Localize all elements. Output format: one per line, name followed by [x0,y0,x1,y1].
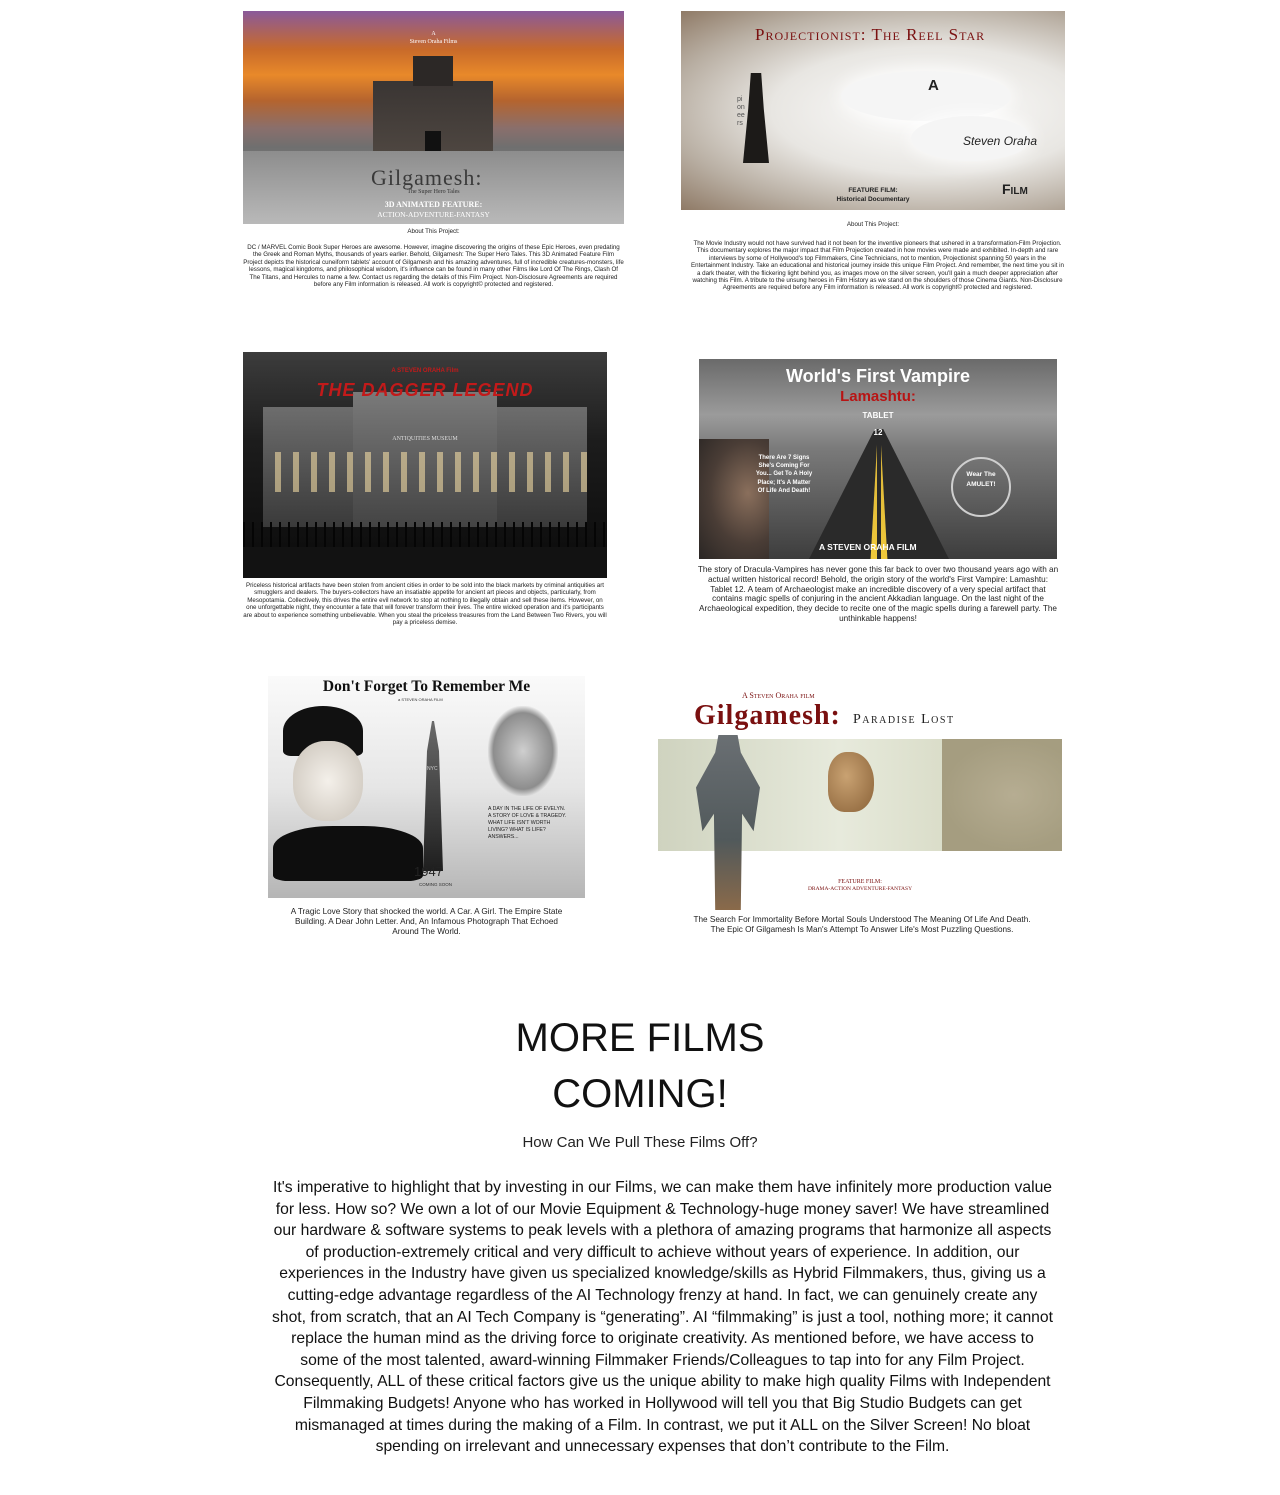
ghost-face-image [942,739,1062,851]
amulet-text-2: AMULET! [966,481,996,488]
poster-title: Don't Forget To Remember Me [322,678,531,695]
poster-a: A [928,77,939,94]
poster-genre: ACTION-ADVENTURE-FANTASY [377,210,490,219]
poster-title: World's First Vampire [786,366,970,386]
more-films-heading-line2: COMING! [552,1072,728,1116]
road-divider [877,429,881,559]
project-description: The Search For Immortality Before Mortal Souls Understood The Meaning Of Life And Death. The Epic Of Gilgamesh Is Man's Attempt To Answer Life's Most Puzzling Questions. [693,915,1031,934]
poster-tablet: TABLET [862,411,894,420]
more-films-heading-line1: MORE FILMS [515,1016,765,1060]
poster-credit-a: A [431,31,436,37]
poster-coming-soon: COMING SOON [419,882,453,887]
cloud [841,71,1011,121]
poster-title: Gilgamesh: [371,165,483,190]
dagger-legend-poster [243,352,607,578]
poster-credit: A Steven Oraha film [742,691,815,700]
more-films-paragraph: It's imperative to highlight that by investing in our Films, we can make them have infinitely more production value for less. How so? We own a lot of our Movie Equipment & Technology-huge money saver! We have streamlined our hardware & software systems to peak levels with a plethora of amazing programs that harmonize all aspects of production-extremely critical and very difficult to achieve without years of experience. In addition, our experiences in the Industry have given us specialized knowledge/skills as Hybrid Filmmakers, thus, giving us a cutting-edge advantage regardless of the AI Technology frenzy at hand. In fact, we can genuinely create any shot, from scratch, that an AI Tech Company is “generating”. AI “filmmaking” is just a tool, nothing more; it cannot replace the human mind as the driving force to originate creativity. As mentioned before, we have access to some of the most talented, award-winning Filmmaker Friends/Colleagues to tap into for any Film Project. Consequently, ALL of these critical factors give us the unique ability to make high quality Films with Independent Filmmaking Budgets! Anyone who has worked in Hollywood will tell you that Big Studio Budgets can get mismanaged at times during the making of a Film. In contrast, we put it ALL on the Silver Screen! No bloat spending on irrelevant and unnecessary expenses that don’t contribute to the Film. [272,1179,1053,1456]
poster-title: Projectionist: The Reel Star [755,25,986,44]
about-label: About This Project: [846,221,900,228]
poster-tagline: A DAY IN THE LIFE OF EVELYN. A STORY OF LOVE & TRAGEDY. WHAT LIFE ISN'T WORTH LIVING? WHAT IS LIFE? ANSWERS... [488,806,567,840]
poster-subtitle: The Super Hero Tales [407,189,460,195]
poster-year: 1947 [414,864,443,879]
poster-name: Steven Oraha [963,134,1038,148]
museum-sign: ANTIQUITIES MUSEUM [392,436,458,442]
poster-credit: A STEVEN ORAHA Film [391,368,459,374]
project-description: The story of Dracula-Vampires has never gone this far back to over two thousand years ago with an actual written historical record! Behold, the origin story of the world's First Vampire: Lamashtu: Tablet 12. A team of Archaeologist make an incredible discovery of a very special artifact that contains magic spells of conjuring in the ancient Akkadian language. On the last night of the Archaeological expedition, they decide to recite one of the magic spells during a farewell party. The unthinkable happens! [697,565,1059,623]
poster-title: Gilgamesh: [694,700,841,731]
project-description: DC / MARVEL Comic Book Super Heroes are awesome. However, imagine discovering the origins of these Epic Heroes, even predating the Greek and Roman Myths, thousands of years earlier. Behold, Gilgamesh: The Super Hero Tales. This 3D Animated Feature Film Project depicts the historical cuneiform tablets' account of Gilgamesh and his amazing adventures, full of incredible creatures-monsters, life lessons, magical kingdoms, and philosophical wisdom, it's influence can be found in many other Films like Lord Of The Rings, Clash Of The Titans, and Hercules to name a few. Contact us regarding the details of this Film Project. Non-Disclosure Agreements are required before any Film information is released. All work is copyright© protected and registered. [243,244,624,289]
poster-film: Film [1002,181,1028,197]
man-portrait-image [488,706,558,796]
poster-type: 3D ANIMATED FEATURE: [384,200,483,209]
poster-title: THE DAGGER LEGEND [316,380,534,400]
poster-genre: DRAMA-ACTION ADVENTURE-FANTASY [807,886,913,892]
section-question: How Can We Pull These Films Off? [522,1134,758,1151]
amulet-text-1: Wear The [966,471,996,478]
project-description: A Tragic Love Story that shocked the world. A Car. A Girl. The Empire State Building. A Dear John Letter. And, An Infamous Photograph That Echoed Around The World. [290,907,563,936]
poster-type: FEATURE FILM: [838,879,882,885]
poster-type: FEATURE FILM: [848,187,898,194]
project-description: The Movie Industry would not have survived had it not been for the inventive pioneers that ushered in a transformation-Film Projection. This documentary explores the major impact that Film Projection created in how movies were made and exhibited. In-depth and rare interviews by some of Hollywood's top Filmmakers, Cine Technicians, not to mention, Projectionist spanning 50 years in the Entertainment Industry. Take an educational and historical journey inside this unique Film Project. And remember, the next time you sit in a dark theater, with the flickering light behind you, as images move on the silver screen, you'll gain a much deeper appreciation after watching this Film. A tribute to the unsung heroes in Film History as we stand on the shoulders of those Cinema Giants. Non-Disclosure Agreements are required before any Film information is released. All work is copyright© protected and registered. [691,240,1064,292]
tablet-artifact-image [828,752,874,812]
film-camera-image [743,73,769,163]
about-label: About This Project: [407,228,460,235]
window-lights [263,452,587,492]
poster-credit: A STEVEN ORAHA FILM [819,542,917,552]
gilgamesh-super-hero-tales-poster [243,11,624,224]
project-description: Priceless historical artifacts have been stolen from ancient cities in order to be sold into the black markets by criminal antiquities art smugglers and dealers. The buyers-collectors have an insatiable appetite for ancient art pieces and objects, particularly, from Mesopotamia. Collectively, this drives the entire evil network to stop at nothing to illegally obtain and sell these items. However, on one unforgettable night, they encounter a fate that will forever transform their lives. The entire wicked operation and it's participants are about to experience something unbelievable. When you steal the priceless treasures from the Land Between Two Rivers, you will pay a priceless demise. [243,582,607,627]
woman-portrait-image [293,741,363,821]
street [243,547,607,578]
poster-genre: Historical Documentary [836,196,910,203]
dont-forget-poster [268,676,585,898]
empire-state-building [423,721,443,871]
poster-subtitle: Paradise Lost [853,712,955,727]
poster-warning: There Are 7 Signs She's Coming For You... Get To A Holy Place; It's A Matter Of Life And Death! [755,455,813,494]
poster-side-text: pioneers [737,96,745,127]
projectionist-poster [681,11,1065,210]
poster-tablet-number: 12 [873,428,883,437]
lamashtu-poster [699,359,1057,559]
poster-credit-name: Steven Oraha Films [409,39,458,45]
poster-name: Lamashtu: [840,388,916,405]
poster-credit: a STEVEN ORAHA FILM [398,697,443,702]
poster-nyc: NYC [427,766,438,772]
vintage-car-image [273,826,423,881]
